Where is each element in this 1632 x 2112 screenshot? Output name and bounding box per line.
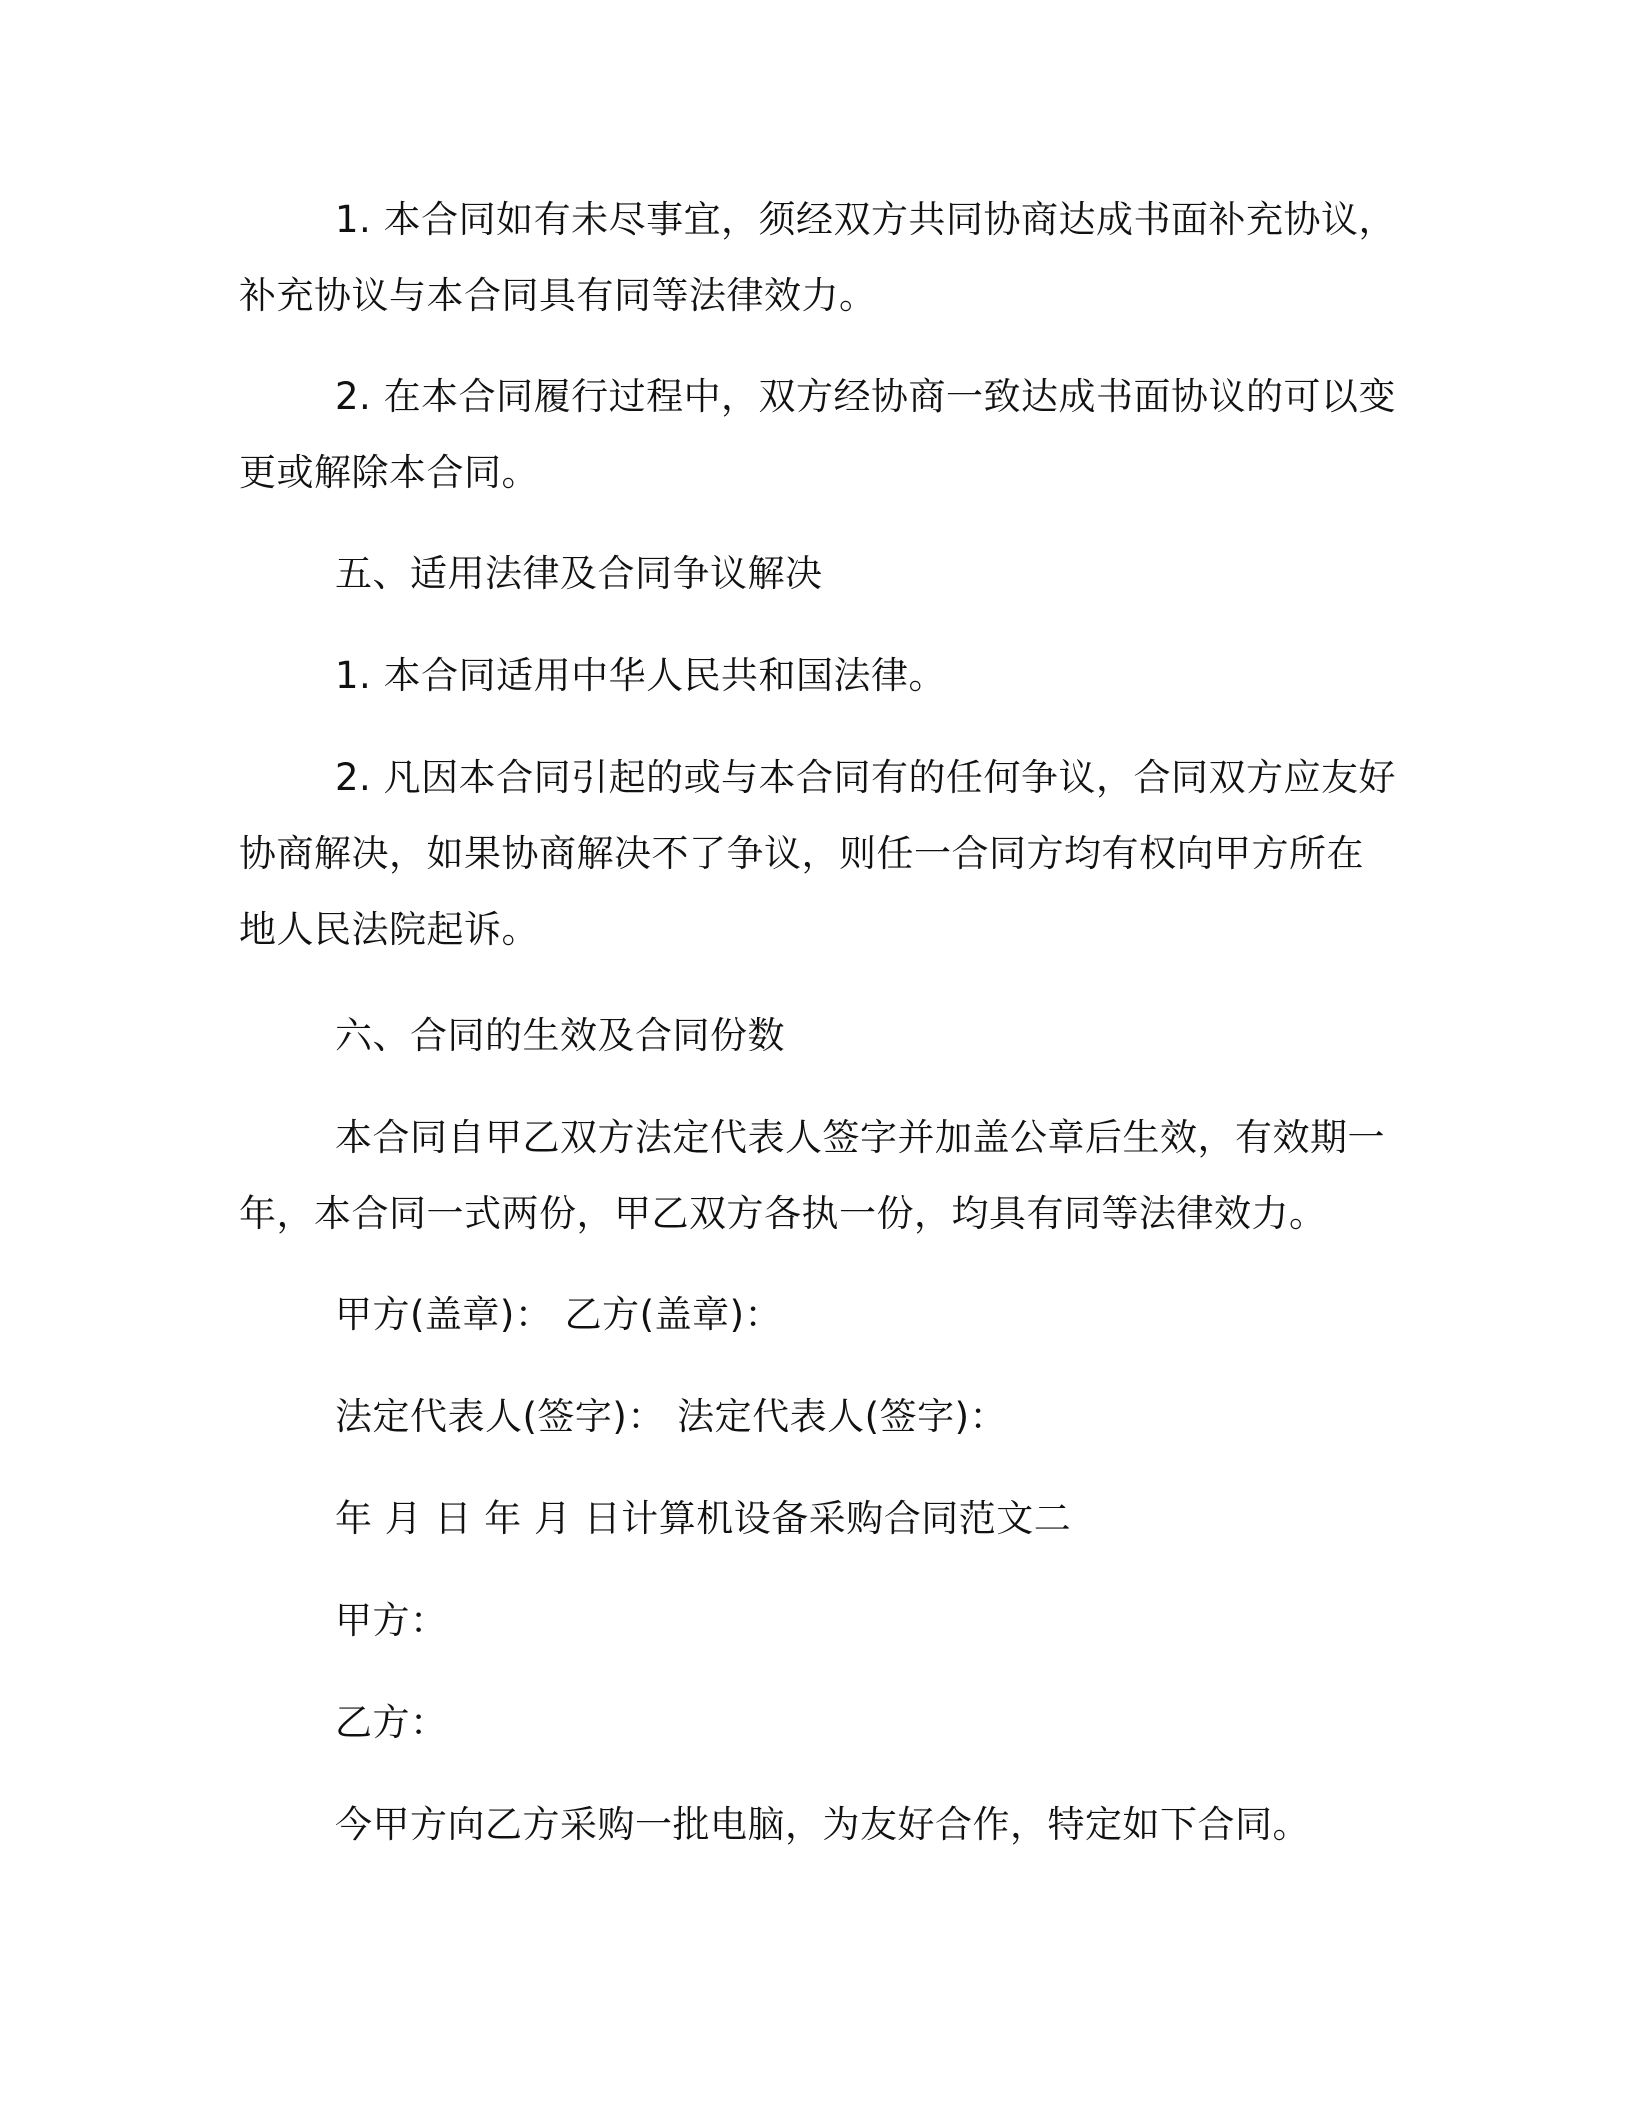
party-a-label: 甲方： [335,1599,448,1642]
party-a-line [239,1583,1379,1659]
signature-representatives [239,1379,1379,1455]
paragraph-line: 本合同自甲乙双方法定代表人签字并加盖公章后生效，有效期一 [335,1116,1385,1159]
paragraph-line: 地人民法院起诉。 [239,908,539,951]
paragraph-dispute-resolution [239,740,1397,968]
signature-seals [239,1277,1379,1353]
paragraph-line: 补充协议与本合同具有同等法律效力。 [239,274,877,317]
section-heading: 六、合同的生效及合同份数 [335,1014,785,1057]
paragraph-line: 1. 本合同如有未尽事宜，须经双方共同协商达成书面补充协议， [335,198,1397,241]
paragraph-effective-date [239,1100,1385,1252]
party-b-line [239,1685,1379,1761]
paragraph-line: 1. 本合同适用中华人民共和国法律。 [335,654,947,697]
paragraph-line: 2. 凡因本合同引起的或与本合同有的任何争议，合同双方应友好 [335,756,1397,799]
section-heading: 五、适用法律及合同争议解决 [335,552,823,595]
party-b-label: 乙方： [335,1701,448,1744]
paragraph-line: 协商解决，如果协商解决不了争议，则任一合同方均有权向甲方所在 [239,832,1364,875]
signature-representative-line: 法定代表人(签字)： 法定代表人(签字)： [335,1395,1008,1438]
date-title-line: 年 月 日 年 月 日计算机设备采购合同范文二 [335,1497,1072,1540]
section-heading-applicable-law [239,536,1379,612]
paragraph-purchase-intro [239,1787,1379,1863]
paragraph-line: 2. 在本合同履行过程中，双方经协商一致达成书面协议的可以变 [335,375,1397,418]
paragraph-supplementary-agreement [239,182,1397,334]
section-heading-effectiveness [239,998,1379,1074]
date-and-title-line [239,1481,1379,1557]
signature-seal-line: 甲方(盖章)： 乙方(盖章)： [335,1293,783,1336]
paragraph-line: 更或解除本合同。 [239,451,539,494]
paragraph-contract-amendment [239,359,1397,511]
paragraph-line: 年，本合同一式两份，甲乙双方各执一份，均具有同等法律效力。 [239,1192,1327,1235]
paragraph-line: 今甲方向乙方采购一批电脑，为友好合作，特定如下合同。 [335,1803,1310,1846]
paragraph-governing-law [239,638,1379,714]
